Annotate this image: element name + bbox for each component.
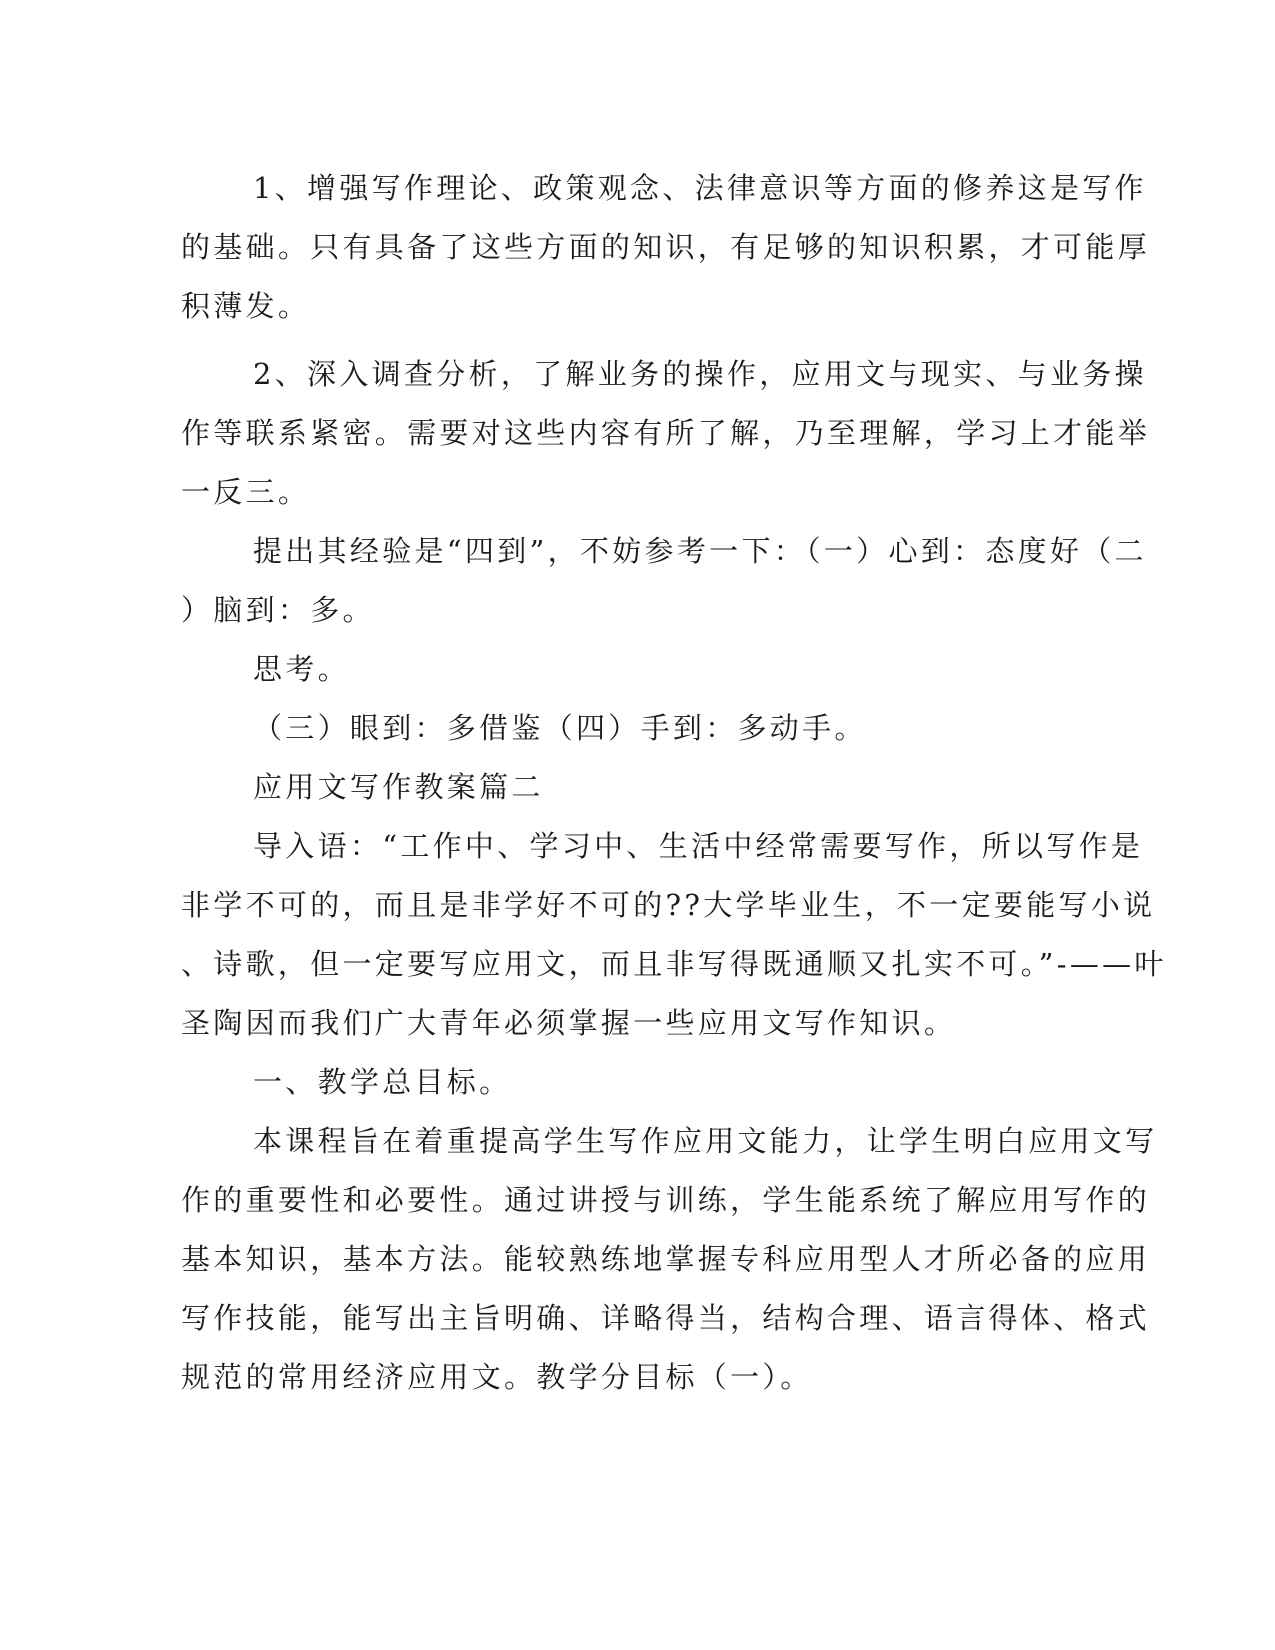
paragraph-2-line-1: 2、深入调查分析，了解业务的操作，应用文与现实、与业务操 <box>253 357 1147 391</box>
paragraph-1-line-1: 1、增强写作理论、政策观念、法律意识等方面的修养这是写作 <box>253 171 1147 205</box>
paragraph-3-line-1: 提出其经验是“四到”，不妨参考一下：（一）心到：态度好（二 <box>253 534 1147 568</box>
paragraph-7-line-2: 作的重要性和必要性。通过讲授与训练，学生能系统了解应用写作的 <box>181 1183 1151 1217</box>
paragraph-1-line-2: 的基础。只有具备了这些方面的知识，有足够的知识积累，才可能厚 <box>181 230 1151 264</box>
paragraph-6-line-2: 非学不可的，而且是非学好不可的??大学毕业生，不一定要能写小说 <box>181 888 1156 922</box>
paragraph-7-line-4: 写作技能，能写出主旨明确、详略得当，结构合理、语言得体、格式 <box>181 1301 1151 1335</box>
paragraph-2-line-3: 一反三。 <box>181 475 311 509</box>
paragraph-5-line-1: （三）眼到：多借鉴（四）手到：多动手。 <box>253 711 867 745</box>
paragraph-1-line-3: 积薄发。 <box>181 289 311 323</box>
paragraph-7-line-5: 规范的常用经济应用文。教学分目标（一）。 <box>181 1360 813 1394</box>
paragraph-6-line-4: 圣陶因而我们广大青年必须掌握一些应用文写作知识。 <box>181 1006 957 1040</box>
paragraph-6-line-1: 导入语：“工作中、学习中、生活中经常需要写作，所以写作是 <box>253 829 1144 863</box>
section-heading: 应用文写作教案篇二 <box>253 770 544 804</box>
subsection-heading: 一、教学总目标。 <box>253 1065 512 1099</box>
paragraph-4-line-1: 思考。 <box>253 652 350 686</box>
paragraph-7-line-3: 基本知识，基本方法。能较熟练地掌握专科应用型人才所必备的应用 <box>181 1242 1151 1276</box>
paragraph-3-line-2: ）脑到：多。 <box>181 593 375 627</box>
paragraph-2-line-2: 作等联系紧密。需要对这些内容有所了解，乃至理解，学习上才能举 <box>181 416 1151 450</box>
paragraph-6-line-3: 、诗歌，但一定要写应用文，而且非写得既通顺又扎实不可。”-——叶 <box>181 947 1167 981</box>
paragraph-7-line-1: 本课程旨在着重提高学生写作应用文能力，让学生明白应用文写 <box>253 1124 1158 1158</box>
